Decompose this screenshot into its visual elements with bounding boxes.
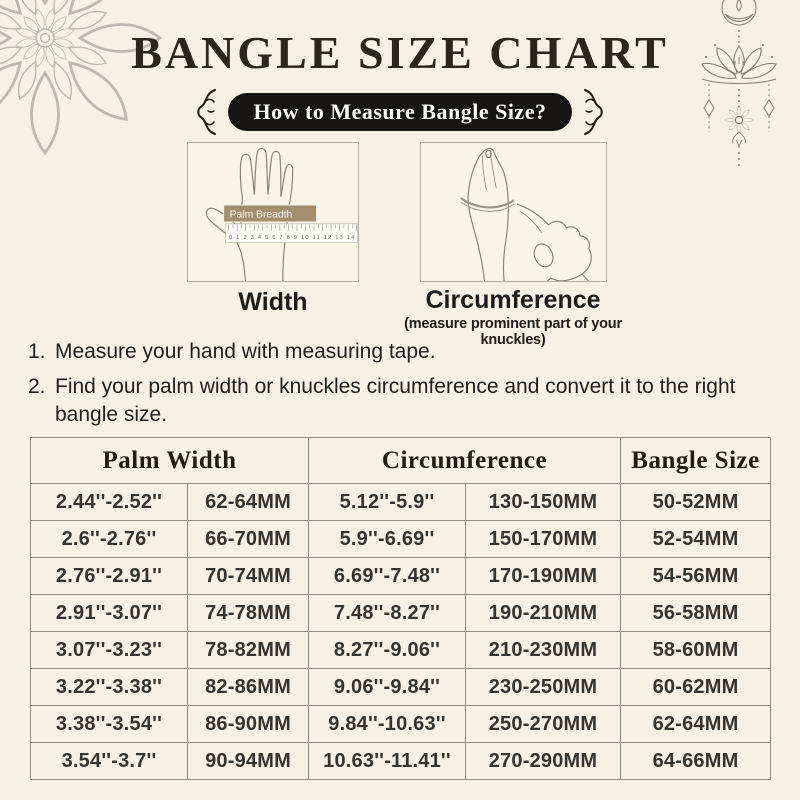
- step-number: 2.: [28, 374, 46, 398]
- table-cell: 62-64MM: [188, 484, 309, 521]
- table-row: [31, 558, 771, 595]
- table-cell: 64-66MM: [621, 743, 771, 780]
- palm-breadth-label: Palm Breadth: [229, 209, 293, 221]
- step-text: Find your palm width or knuckles circumference and convert it to the right bangle size.: [55, 374, 736, 426]
- table-row: [31, 484, 771, 521]
- table-row: [31, 521, 771, 558]
- table-cell: 130-150MM: [466, 484, 621, 521]
- table-cell: 2.76''-2.91'': [31, 558, 188, 595]
- table-cell: 9.06''-9.84'': [309, 669, 466, 706]
- table-cell: 3.54''-3.7'': [31, 743, 188, 780]
- table-cell: 82-86MM: [188, 669, 309, 706]
- table-header-cell: Palm Width: [31, 438, 309, 484]
- circumference-illustration: [420, 142, 607, 282]
- table-cell: 3.07''-3.23'': [31, 632, 188, 669]
- palm-width-illustration: [187, 142, 359, 282]
- table-cell: 230-250MM: [466, 669, 621, 706]
- table-cell: 50-52MM: [621, 484, 771, 521]
- table-cell: 5.9''-6.69'': [309, 521, 466, 558]
- knuckle-measure-icon: [421, 143, 606, 281]
- table-cell: 250-270MM: [466, 706, 621, 743]
- measuring-instructions: [28, 338, 772, 436]
- size-table-body: [31, 484, 771, 780]
- width-caption: Width: [238, 288, 308, 316]
- table-cell: 190-210MM: [466, 595, 621, 632]
- table-row: [31, 743, 771, 780]
- table-cell: 54-56MM: [621, 558, 771, 595]
- page-title: BANGLE SIZE CHART: [131, 27, 669, 78]
- table-row: [31, 632, 771, 669]
- how-to-measure-banner: [0, 86, 800, 138]
- table-cell: 90-94MM: [188, 743, 309, 780]
- step-number: 1.: [28, 340, 46, 363]
- table-cell: 78-82MM: [188, 632, 309, 669]
- table-cell: 10.63''-11.41'': [309, 743, 466, 780]
- table-header-cell: Bangle Size: [621, 438, 771, 484]
- bangle-size-table: [30, 437, 771, 780]
- circumference-caption-note: (measure prominent part of your knuckles): [404, 316, 622, 348]
- table-cell: 6.69''-7.48'': [309, 558, 466, 595]
- table-cell: 270-290MM: [466, 743, 621, 780]
- table-cell: 7.48''-8.27'': [309, 595, 466, 632]
- table-cell: 60-62MM: [621, 669, 771, 706]
- table-cell: 150-170MM: [466, 521, 621, 558]
- curly-flourish-right-icon: [582, 86, 608, 138]
- table-cell: 62-64MM: [621, 706, 771, 743]
- table-header-cell: Circumference: [309, 438, 621, 484]
- table-cell: 52-54MM: [621, 521, 771, 558]
- table-cell: 56-58MM: [621, 595, 771, 632]
- table-cell: 2.44''-2.52'': [31, 484, 188, 521]
- instruction-step-1: [28, 338, 772, 366]
- table-row: [31, 595, 771, 632]
- table-cell: 3.22''-3.38'': [31, 669, 188, 706]
- hand-with-ruler-icon: [188, 143, 358, 281]
- table-cell: 210-230MM: [466, 632, 621, 669]
- table-cell: 86-90MM: [188, 706, 309, 743]
- instruction-step-2: [28, 373, 772, 429]
- table-cell: 2.91''-3.07'': [31, 595, 188, 632]
- table-cell: 74-78MM: [188, 595, 309, 632]
- step-text: Measure your hand with measuring tape.: [55, 340, 436, 363]
- table-cell: 5.12''-5.9'': [309, 484, 466, 521]
- table-cell: 66-70MM: [188, 521, 309, 558]
- ruler-numbers: 0 1 2 3 4 5 6 7 8 9 10 11 12 13 14: [229, 235, 355, 242]
- size-table-header-row: [31, 438, 771, 484]
- table-cell: 3.38''-3.54'': [31, 706, 188, 743]
- table-row: [31, 669, 771, 706]
- how-to-measure-badge: How to Measure Bangle Size?: [228, 93, 573, 131]
- circumference-caption-title: Circumference: [425, 286, 601, 314]
- table-cell: 70-74MM: [188, 558, 309, 595]
- table-cell: 8.27''-9.06'': [309, 632, 466, 669]
- table-cell: 170-190MM: [466, 558, 621, 595]
- curly-flourish-left-icon: [192, 86, 218, 138]
- table-cell: 9.84''-10.63'': [309, 706, 466, 743]
- table-cell: 58-60MM: [621, 632, 771, 669]
- table-cell: 2.6''-2.76'': [31, 521, 188, 558]
- table-row: [31, 706, 771, 743]
